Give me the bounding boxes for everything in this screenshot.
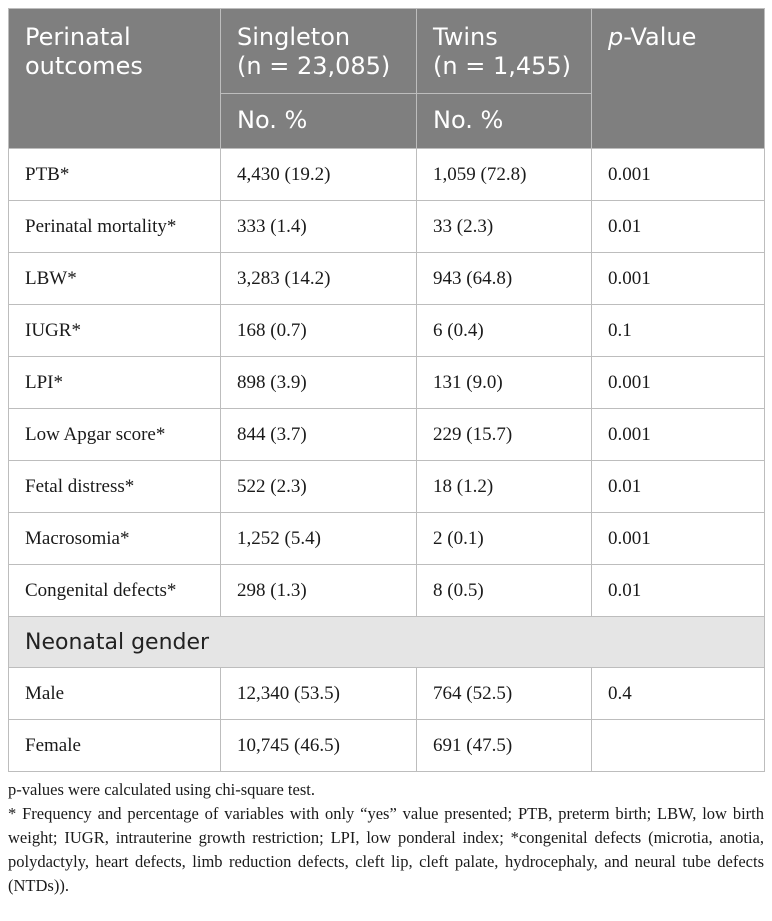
cell-p: 0.001 xyxy=(592,409,765,461)
cell-outcome: IUGR* xyxy=(9,305,221,357)
cell-singleton: 3,283 (14.2) xyxy=(221,253,417,305)
header-col2-line2: (n = 23,085) xyxy=(237,52,391,80)
table-row xyxy=(9,409,765,461)
perinatal-outcomes-table xyxy=(8,8,765,772)
header-col2-line1: Singleton xyxy=(237,23,351,51)
table-row xyxy=(9,720,765,772)
table-row xyxy=(9,461,765,513)
cell-twins: 2 (0.1) xyxy=(417,513,592,565)
header-col3-line1: Twins xyxy=(433,23,498,51)
table-footnotes xyxy=(8,778,764,898)
cell-outcome: Perinatal mortality* xyxy=(9,201,221,253)
cell-twins: 1,059 (72.8) xyxy=(417,149,592,201)
subheader-twins: No. % xyxy=(417,94,592,149)
subheader-singleton: No. % xyxy=(221,94,417,149)
header-col3-line2: (n = 1,455) xyxy=(433,52,572,80)
cell-singleton: 10,745 (46.5) xyxy=(221,720,417,772)
header-perinatal-outcomes xyxy=(9,9,221,149)
cell-twins: 33 (2.3) xyxy=(417,201,592,253)
cell-twins: 229 (15.7) xyxy=(417,409,592,461)
cell-p: 0.001 xyxy=(592,149,765,201)
cell-outcome: Male xyxy=(9,668,221,720)
table-row xyxy=(9,357,765,409)
cell-p: 0.01 xyxy=(592,565,765,617)
table-container xyxy=(8,8,764,898)
table-row xyxy=(9,305,765,357)
cell-p: 0.1 xyxy=(592,305,765,357)
cell-singleton: 522 (2.3) xyxy=(221,461,417,513)
cell-p: 0.001 xyxy=(592,357,765,409)
cell-singleton: 168 (0.7) xyxy=(221,305,417,357)
table-row xyxy=(9,668,765,720)
header-p-rest: -Value xyxy=(623,23,697,51)
header-col1-line2: outcomes xyxy=(25,52,143,80)
table-row xyxy=(9,565,765,617)
section-label: Neonatal gender xyxy=(9,617,765,668)
table-body xyxy=(9,149,765,772)
cell-singleton: 12,340 (53.5) xyxy=(221,668,417,720)
cell-outcome: Female xyxy=(9,720,221,772)
cell-p: 0.001 xyxy=(592,513,765,565)
cell-twins: 943 (64.8) xyxy=(417,253,592,305)
cell-singleton: 1,252 (5.4) xyxy=(221,513,417,565)
cell-outcome: Macrosomia* xyxy=(9,513,221,565)
header-col1-line1: Perinatal xyxy=(25,23,131,51)
cell-twins: 691 (47.5) xyxy=(417,720,592,772)
table-row xyxy=(9,253,765,305)
cell-outcome: PTB* xyxy=(9,149,221,201)
cell-p xyxy=(592,720,765,772)
table-row xyxy=(9,201,765,253)
cell-twins: 18 (1.2) xyxy=(417,461,592,513)
cell-singleton: 333 (1.4) xyxy=(221,201,417,253)
cell-twins: 764 (52.5) xyxy=(417,668,592,720)
cell-p: 0.01 xyxy=(592,461,765,513)
table-row xyxy=(9,149,765,201)
table-row xyxy=(9,513,765,565)
cell-singleton: 898 (3.9) xyxy=(221,357,417,409)
cell-p: 0.01 xyxy=(592,201,765,253)
header-p-value xyxy=(592,9,765,149)
cell-outcome: Congenital defects* xyxy=(9,565,221,617)
cell-outcome: LPI* xyxy=(9,357,221,409)
header-row xyxy=(9,9,765,94)
section-row xyxy=(9,617,765,668)
cell-p: 0.001 xyxy=(592,253,765,305)
cell-singleton: 844 (3.7) xyxy=(221,409,417,461)
cell-outcome: LBW* xyxy=(9,253,221,305)
cell-outcome: Fetal distress* xyxy=(9,461,221,513)
cell-p: 0.4 xyxy=(592,668,765,720)
footnote-2: * Frequency and percentage of variables with only “yes” value presented; PTB, preterm birth; LBW, low birth weight; IUGR, intrauterine growth restriction; LPI, low ponderal index; *congenital defects (microtia, anotia, polydactyly, heart defects, limb reduction defects, cleft lip, cleft palate, hydrocephaly, and neural tube defects (NTDs)). xyxy=(8,804,764,895)
cell-singleton: 4,430 (19.2) xyxy=(221,149,417,201)
cell-singleton: 298 (1.3) xyxy=(221,565,417,617)
cell-twins: 8 (0.5) xyxy=(417,565,592,617)
cell-outcome: Low Apgar score* xyxy=(9,409,221,461)
header-twins xyxy=(417,9,592,94)
cell-twins: 131 (9.0) xyxy=(417,357,592,409)
header-singleton xyxy=(221,9,417,94)
header-p-italic: p xyxy=(608,23,624,51)
cell-twins: 6 (0.4) xyxy=(417,305,592,357)
footnote-1: p-values were calculated using chi-square test. xyxy=(8,780,315,799)
